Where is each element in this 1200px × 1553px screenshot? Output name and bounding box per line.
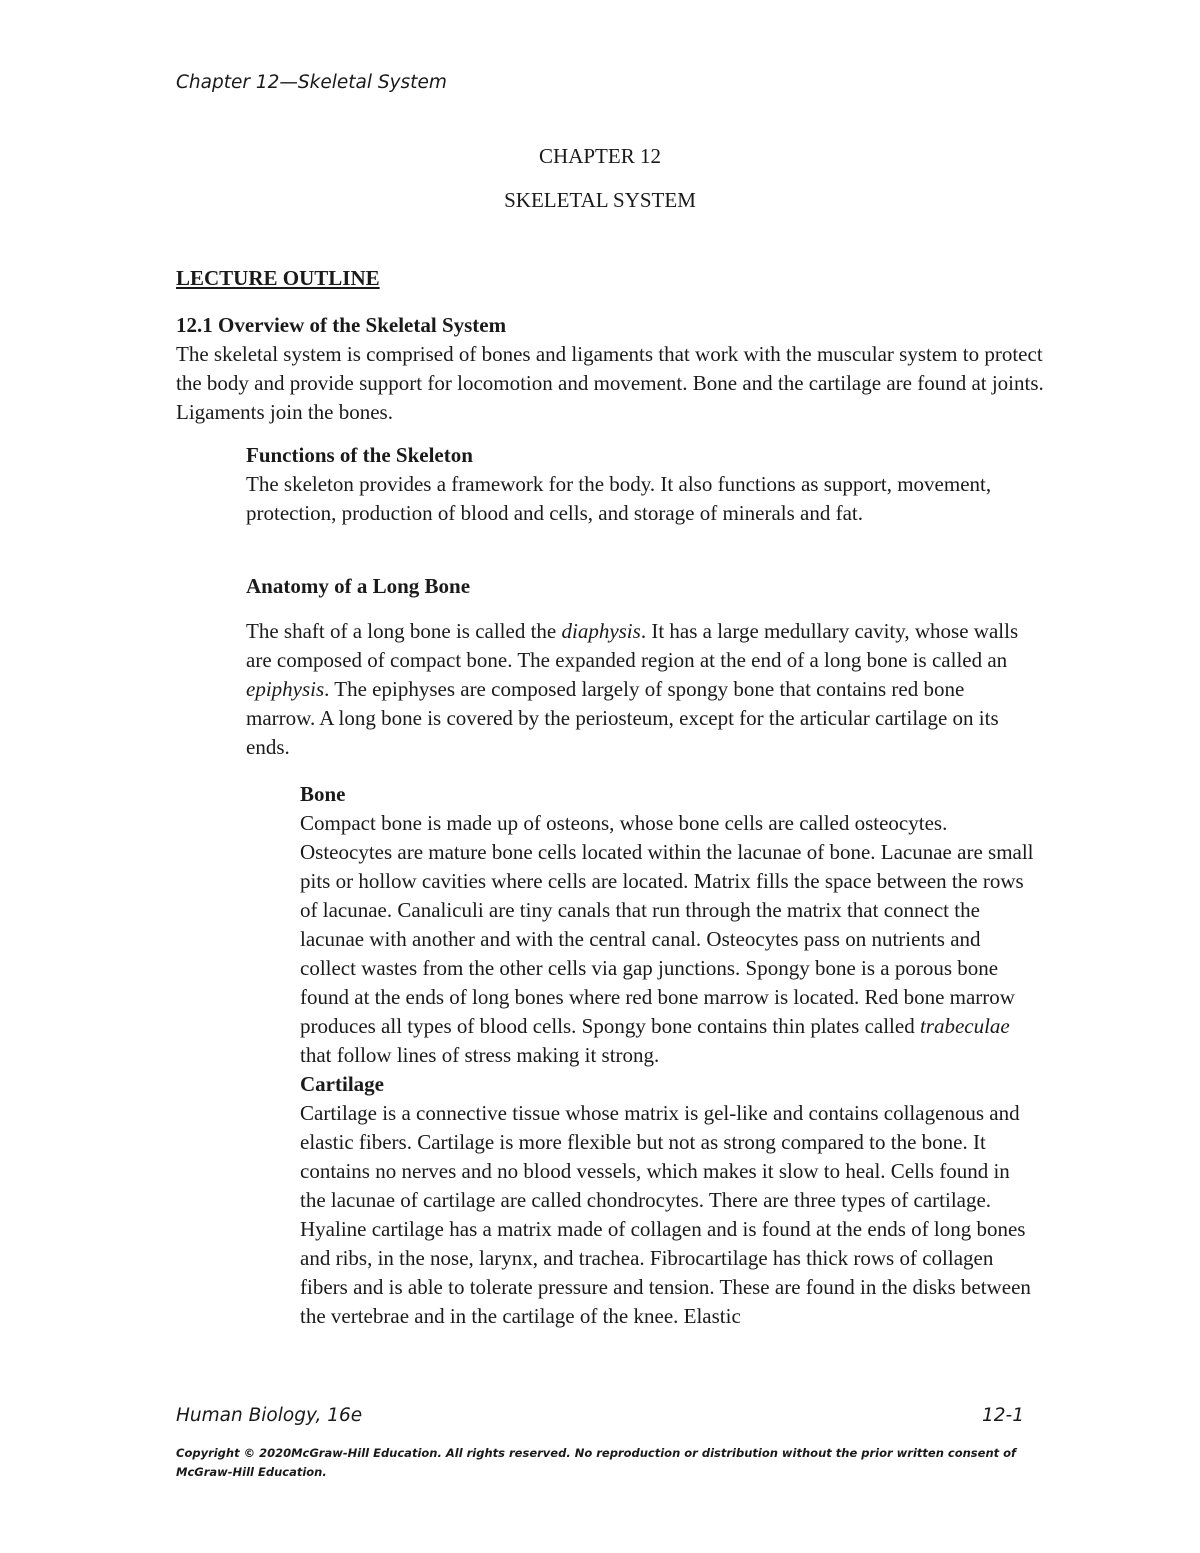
bone-text [300, 809, 1040, 1070]
running-header: Chapter 12—Skeletal System [176, 72, 447, 93]
functions-text: The skeleton provides a framework for the body. It also functions as support, movement, protection, production of blood and cells, and storage of minerals and fat. [246, 472, 992, 525]
footer-book-title: Human Biology, 16e [176, 1405, 363, 1426]
epiphysis-term: epiphysis [246, 677, 325, 701]
footer-page-number: 12-1 [982, 1405, 1024, 1426]
long-bone-text-part1: The shaft of a long bone is called the [246, 619, 562, 643]
chapter-number: CHAPTER 12 [539, 144, 661, 168]
overview-section [176, 311, 1056, 427]
diaphysis-term: diaphysis [561, 619, 641, 643]
bone-text-part1: Compact bone is made up of osteons, whose bone cells are called osteocytes. Osteocytes are mature bone cells located within the lacunae of bone. Lacunae are small pits or hollow cavities where cells are located. Matrix fills the space between the rows of lacunae. Canaliculi are tiny canals that run through the matrix that connect the lacunae with another and with the central canal. Osteocytes pass on nutrients and collect wastes from the other cells via gap junctions. Spongy bone is a porous bone found at the ends of long bones where red bone marrow is located. Red bone marrow produces all types of blood cells. Spongy bone contains thin plates called [300, 811, 1034, 1038]
long-bone-heading: Anatomy of a Long Bone [246, 574, 471, 598]
long-bone-text-part2: . It has a large medullary cavity, whose walls are composed of compact bone. The expanded region at the end of a long bone is called an [246, 619, 1019, 672]
functions-heading: Functions of the Skeleton [246, 443, 473, 467]
bone-heading: Bone [300, 782, 346, 806]
bone-cartilage-section [300, 780, 1040, 1331]
overview-heading: 12.1 Overview of the Skeletal System [176, 313, 507, 337]
cartilage-heading: Cartilage [300, 1072, 384, 1096]
long-bone-text-part3: . The epiphyses are composed largely of spongy bone that contains red bone marrow. A long bone is covered by the periosteum, except for the articular cartilage on its ends. [246, 677, 999, 759]
overview-text: The skeletal system is comprised of bones and ligaments that work with the muscular system to protect the body and provide support for locomotion and movement. Bone and the cartilage are found at joints. Ligaments join the bones. [176, 342, 1044, 424]
bone-text-part2: that follow lines of stress making it strong. [300, 1043, 660, 1067]
long-bone-text [246, 617, 1036, 762]
long-bone-section [246, 617, 1036, 762]
lecture-outline-label: LECTURE OUTLINE [176, 266, 380, 290]
functions-section [246, 441, 1036, 528]
trabeculae-term: trabeculae [919, 1014, 1010, 1038]
copyright-notice: Copyright © 2020McGraw-Hill Education. All rights reserved. No reproduction or distribution without the prior written consent of McGraw-Hill Education. [176, 1446, 1017, 1479]
cartilage-text: Cartilage is a connective tissue whose matrix is gel-like and contains collagenous and elastic fibers. Cartilage is more flexible but not as strong compared to the bone. It contains no nerves and no blood vessels, which makes it slow to heal. Cells found in the lacunae of cartilage are called chondrocytes. There are three types of cartilage. Hyaline cartilage has a matrix made of collagen and is found at the ends of long bones and ribs, in the nose, larynx, and trachea. Fibrocartilage has thick rows of collagen fibers and is able to tolerate pressure and tension. These are found in the disks between the vertebrae and in the cartilage of the knee. Elastic [300, 1101, 1031, 1328]
chapter-title: SKELETAL SYSTEM [504, 188, 696, 212]
